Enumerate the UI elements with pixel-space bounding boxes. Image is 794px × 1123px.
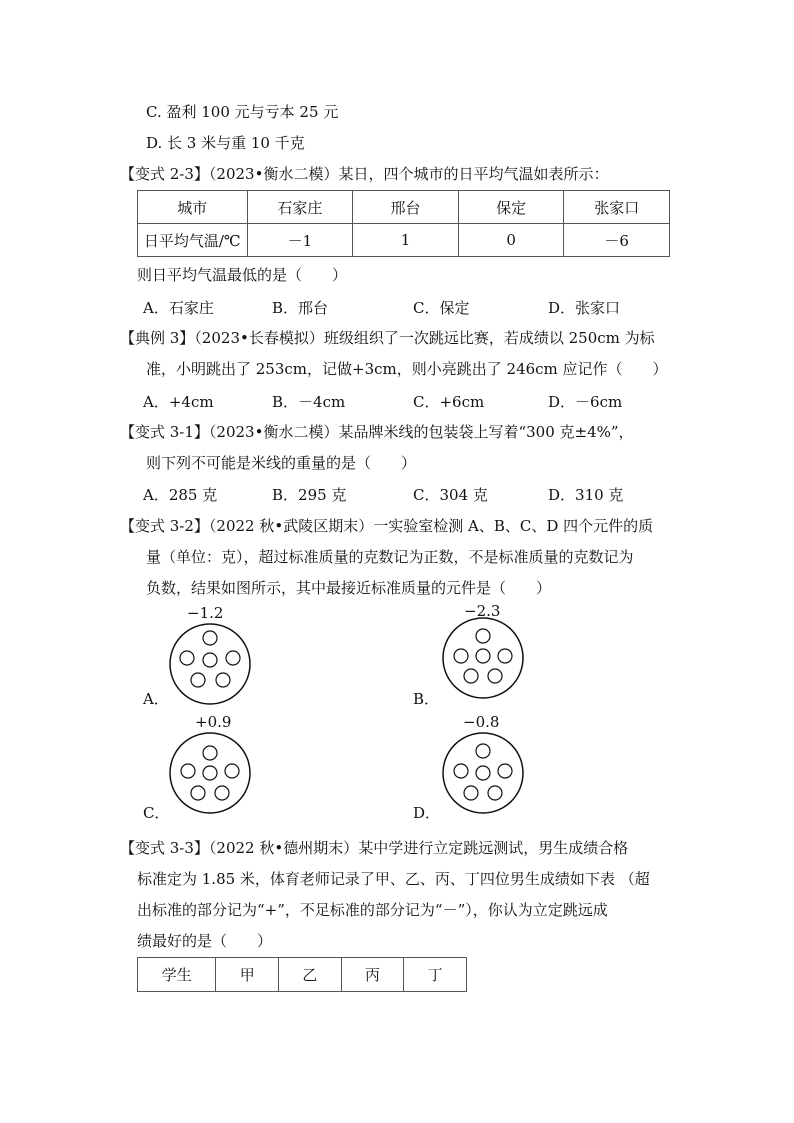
component-figure-b: [441, 616, 525, 700]
figure-a-label: A．: [143, 690, 169, 708]
question-v33-line4: 绩最好的是（ ）: [137, 932, 273, 950]
table-header-cell: 丙: [341, 958, 404, 992]
table-cell: －1: [247, 224, 353, 257]
question-v32-line1: 【变式 3-2】（2022 秋•武陵区期末）一实验室检测 A、B、C、D 四个元件的质: [120, 517, 654, 535]
question-v33-line2: 标准定为 1.85 米，体育老师记录了甲、乙、丙、丁四位男生成绩如下表 （超: [137, 870, 650, 888]
question-v33-line1: 【变式 3-3】（2022 秋•德州期末）某中学进行立定跳远测试，男生成绩合格: [120, 839, 629, 857]
table-header-cell: 丁: [404, 958, 467, 992]
option-b: B．－4cm: [272, 393, 346, 411]
option-c-prev: C. 盈利 100 元与亏本 25 元: [146, 103, 339, 121]
question-v32-line2: 量（单位：克），超过标准质量的克数记为正数，不是标准质量的克数记为: [146, 548, 634, 566]
table-header-cell: 学生: [138, 958, 216, 992]
component-figure-a: [168, 622, 252, 706]
table-header-cell: 张家口: [564, 191, 670, 224]
figure-d-label: D．: [413, 804, 441, 822]
figure-b-value: −2.3: [464, 602, 501, 620]
figure-d-value: −0.8: [463, 713, 500, 731]
option-d-prev: D. 长 3 米与重 10 千克: [146, 134, 305, 152]
option-c: C．+6cm: [413, 393, 485, 411]
component-figure-d: [441, 731, 525, 815]
option-d: D．310 克: [548, 486, 624, 504]
figure-c-label: C．: [143, 804, 170, 822]
table-cell: 1: [353, 224, 459, 257]
table-header-cell: 邢台: [353, 191, 459, 224]
question-v23-prompt: 则日平均气温最低的是（ ）: [137, 266, 348, 284]
question-v31-line1: 【变式 3-1】（2023•衡水二模）某品牌米线的包装袋上写着“300 克±4%”，: [120, 423, 634, 441]
question-v32-line3: 负数，结果如图所示，其中最接近标准质量的元件是（ ）: [146, 579, 552, 597]
table-header-cell: 乙: [279, 958, 342, 992]
component-figure-c: [168, 731, 252, 815]
option-a: A．285 克: [143, 486, 218, 504]
table-row: [138, 958, 467, 992]
table-cell: －6: [564, 224, 670, 257]
question-v33-line3: 出标准的部分记为“+”，不足标准的部分记为“－”），你认为立定跳远成: [137, 901, 608, 919]
table-header-cell: 保定: [458, 191, 564, 224]
figure-c-value: +0.9: [195, 713, 232, 731]
option-d: D．－6cm: [548, 393, 623, 411]
figure-b-label: B．: [413, 690, 440, 708]
option-a: A．+4cm: [143, 393, 214, 411]
option-d: D．张家口: [548, 299, 621, 317]
student-scores-table: [137, 957, 467, 992]
table-header-cell: 石家庄: [247, 191, 353, 224]
question-v23-title: 【变式 2-3】（2023•衡水二模）某日，四个城市的日平均气温如表所示：: [120, 165, 609, 183]
option-c: C．保定: [413, 299, 470, 317]
option-b: B．邢台: [272, 299, 329, 317]
figure-a-value: −1.2: [187, 604, 224, 622]
option-a: A．石家庄: [143, 299, 214, 317]
city-temperature-table: [137, 190, 670, 257]
question-ex3-line1: 【典例 3】（2023•长春模拟）班级组织了一次跳远比赛，若成绩以 250cm 为标: [120, 329, 655, 347]
table-header-cell: 城市: [138, 191, 248, 224]
table-row: [138, 191, 670, 224]
question-v31-line2: 则下列不可能是米线的重量的是（ ）: [146, 454, 417, 472]
table-row: [138, 224, 670, 257]
table-header-cell: 甲: [216, 958, 279, 992]
question-ex3-line2: 准，小明跳出了 253cm，记做+3cm，则小亮跳出了 246cm 应记作（ ）: [146, 360, 668, 378]
table-cell: 0: [458, 224, 564, 257]
option-c: C．304 克: [413, 486, 488, 504]
option-b: B．295 克: [272, 486, 347, 504]
table-row-label: 日平均气温/℃: [138, 224, 248, 257]
